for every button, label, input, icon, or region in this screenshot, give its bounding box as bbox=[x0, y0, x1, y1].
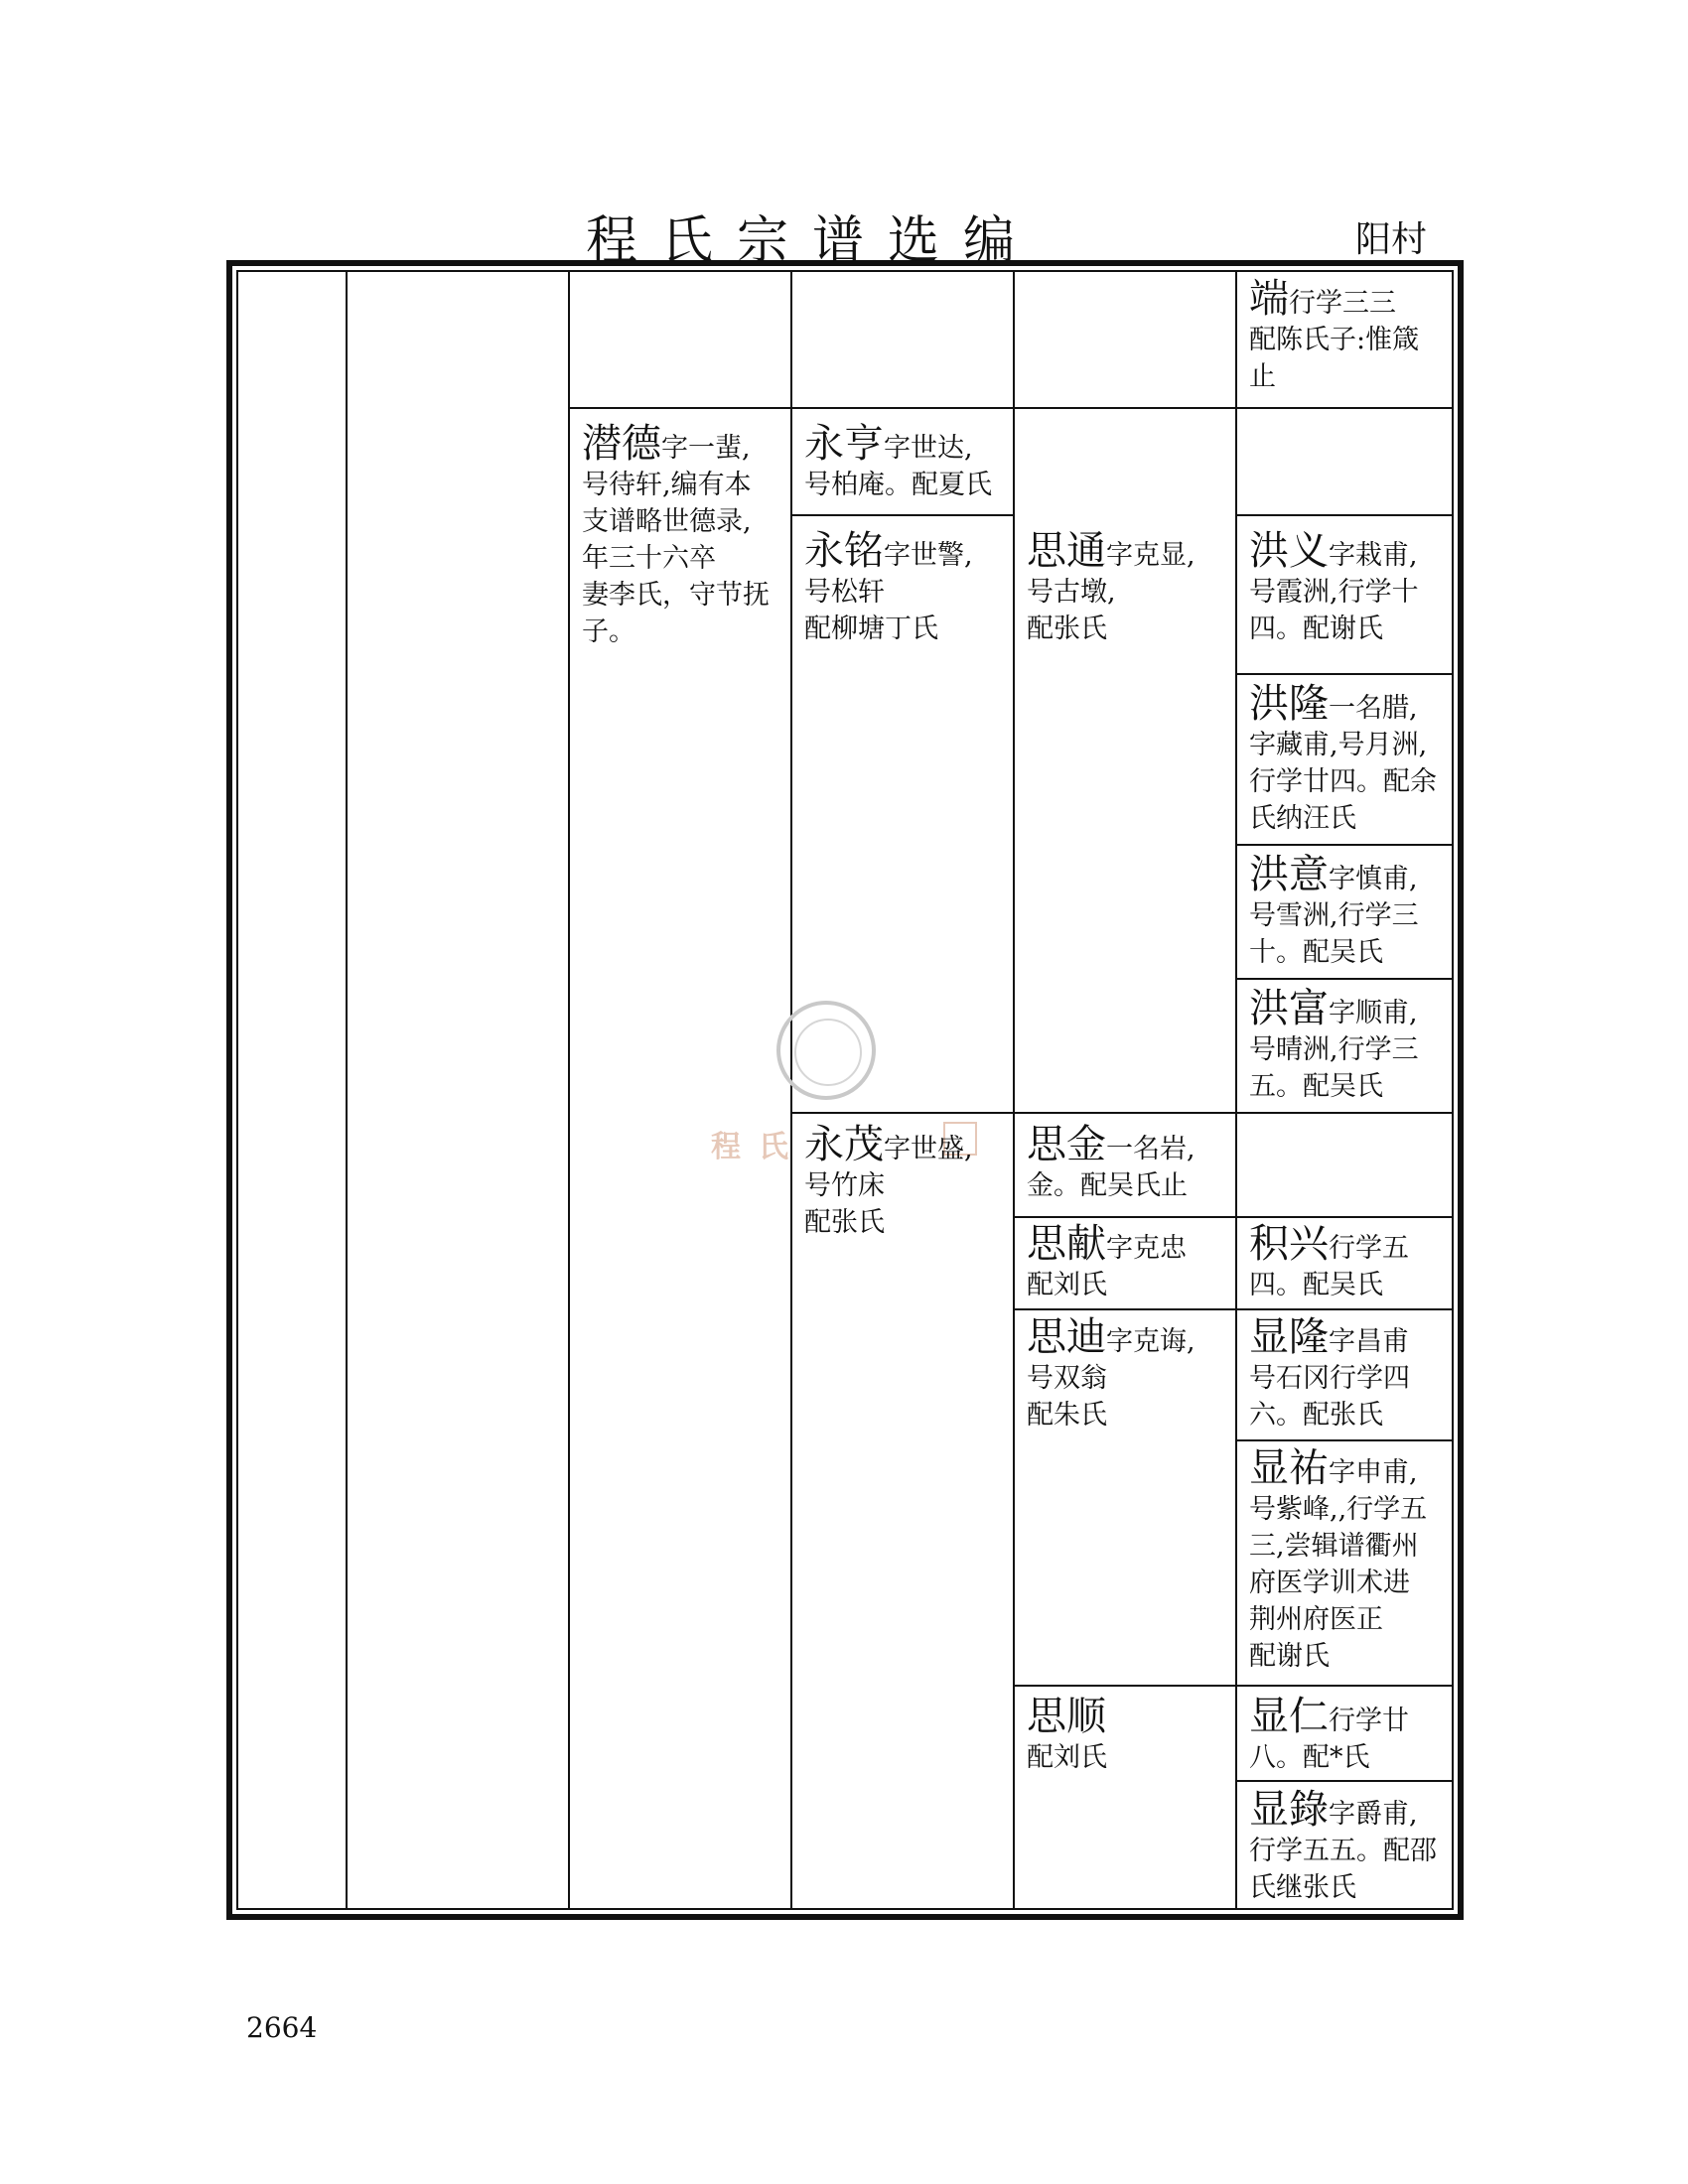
genealogy-entry: 洪富字顺甫, 号晴洲,行学三 五。配吴氏 bbox=[1249, 986, 1419, 1102]
person-name: 显錄 bbox=[1249, 1787, 1329, 1833]
genealogy-entry: 永茂字世盛, 号竹床 配张氏 bbox=[804, 1122, 973, 1238]
genealogy-entry: 洪义字栽甫, 号霞洲,行学十 四。配谢氏 bbox=[1249, 528, 1419, 644]
genealogy-entry: 端行学三三 配陈氏子:惟箴 止 bbox=[1249, 276, 1420, 392]
person-name: 显仁 bbox=[1249, 1694, 1329, 1739]
row-divider bbox=[568, 407, 1454, 409]
row-divider bbox=[790, 514, 1013, 516]
genealogy-entry: 洪意字慎甫, 号雪洲,行学三 十。配吴氏 bbox=[1249, 852, 1419, 968]
person-name: 思迪 bbox=[1027, 1314, 1106, 1360]
genealogy-entry: 积兴行学五 四。配吴氏 bbox=[1249, 1221, 1409, 1300]
page-number: 2664 bbox=[246, 2011, 318, 2044]
column-divider bbox=[1013, 270, 1015, 1910]
genealogy-entry: 思通字克显, 号古墩, 配张氏 bbox=[1027, 528, 1196, 644]
row-divider bbox=[1235, 978, 1454, 980]
person-name: 端 bbox=[1249, 276, 1289, 322]
genealogy-entry: 思金一名岩, 金。配吴氏止 bbox=[1027, 1122, 1196, 1201]
genealogy-entry: 思献字克忠 配刘氏 bbox=[1027, 1221, 1187, 1300]
person-name: 洪意 bbox=[1249, 852, 1329, 897]
genealogy-entry: 显隆字昌甫 号石冈行学四 六。配张氏 bbox=[1249, 1314, 1410, 1431]
column-divider bbox=[568, 270, 570, 1910]
row-divider bbox=[790, 1112, 1454, 1114]
village-name: 阳村 bbox=[1355, 219, 1428, 260]
row-divider bbox=[1235, 1780, 1454, 1782]
genealogy-entry: 永亨字世达, 号柏庵。配夏氏 bbox=[804, 421, 992, 500]
genealogy-entry: 思迪字克诲, 号双翁 配朱氏 bbox=[1027, 1314, 1196, 1431]
person-name: 洪义 bbox=[1249, 528, 1329, 574]
person-name: 积兴 bbox=[1249, 1221, 1329, 1267]
seal-stamp bbox=[776, 1001, 876, 1100]
person-name: 思顺 bbox=[1027, 1694, 1106, 1739]
row-divider bbox=[1013, 1216, 1454, 1218]
row-divider bbox=[1235, 514, 1454, 516]
column-divider bbox=[346, 270, 348, 1910]
watermark-text: 程氏 bbox=[711, 1130, 806, 1164]
row-divider bbox=[1013, 1685, 1454, 1687]
person-name: 思金 bbox=[1027, 1122, 1106, 1167]
person-name: 思献 bbox=[1027, 1221, 1106, 1267]
genealogy-entry: 洪隆一名腊, 字藏甫,号月洲, 行学廿四。配余 氏纳汪氏 bbox=[1249, 681, 1437, 834]
row-divider bbox=[1235, 1439, 1454, 1441]
genealogy-entry: 永铭字世警, 号松轩 配柳塘丁氏 bbox=[804, 528, 973, 644]
page-title: 程氏宗谱选编 bbox=[586, 211, 1040, 271]
genealogy-entry: 思顺 配刘氏 bbox=[1027, 1694, 1107, 1773]
genealogy-entry: 显祐字申甫, 号紫峰,,行学五 三,尝辑谱衢州 府医学训术进 荆州府医正 配谢氏 bbox=[1249, 1445, 1428, 1672]
person-name: 潜德 bbox=[582, 421, 661, 467]
person-name: 洪富 bbox=[1249, 986, 1329, 1031]
person-name: 思通 bbox=[1027, 528, 1106, 574]
genealogy-entry: 潜德字一蜚, 号待轩,编有本 支谱略世德录, 年三十六卒 妻李氏，守节抚 子。 bbox=[582, 421, 770, 647]
row-divider bbox=[1235, 844, 1454, 846]
genealogy-entry: 显錄字爵甫, 行学五五。配邵 氏继张氏 bbox=[1249, 1787, 1437, 1903]
person-name: 永茂 bbox=[804, 1122, 884, 1167]
person-name: 显隆 bbox=[1249, 1314, 1329, 1360]
row-divider bbox=[1235, 673, 1454, 675]
genealogy-entry: 显仁行学廿 八。配*氏 bbox=[1249, 1694, 1409, 1773]
row-divider bbox=[1013, 1308, 1454, 1310]
person-name: 显祐 bbox=[1249, 1445, 1329, 1491]
person-name: 洪隆 bbox=[1249, 681, 1329, 727]
person-name: 永亨 bbox=[804, 421, 884, 467]
person-name: 永铭 bbox=[804, 528, 884, 574]
